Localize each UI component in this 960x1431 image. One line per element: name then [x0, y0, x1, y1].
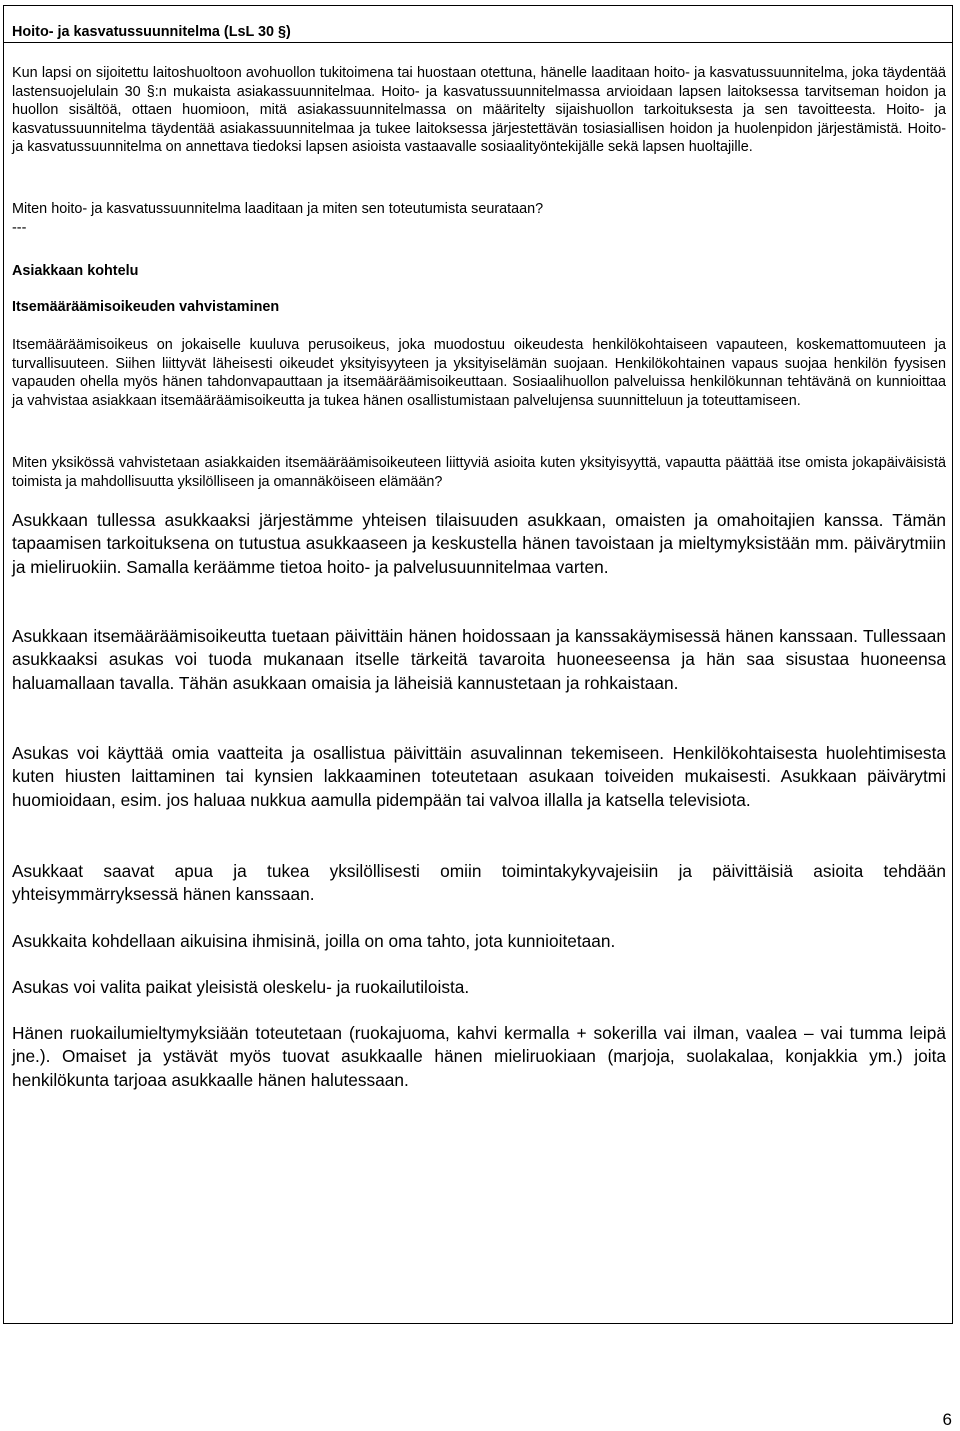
- subsection-heading: Itsemääräämisoikeuden vahvistaminen: [12, 299, 280, 315]
- answer-paragraph-2: Asukkaan itsemääräämisoikeutta tuetaan päivittäin hänen hoidossaan ja kanssakäymisessä hänen kanssaan. Tullessaan asukkaaksi asukas voi tuoda mukanaan itselle tärkeitä tavaroita huoneeseensa ja hän saa sisustaa huoneensa haluamallaan tavalla. Tähän asukkaan omaisia ja läheisiä kannustetaan ja rohkaistaan.: [12, 626, 946, 693]
- answer-paragraph-4: Asukkaat saavat apua ja tukea yksilöllisesti omiin toimintakykyvajeisiin ja päivittäisiä asioita tehdään yhteisymmärryksessä hänen kanssaan.: [12, 861, 946, 905]
- answer-paragraph-7: Hänen ruokailumieltymyksiään toteutetaan (ruokajuoma, kahvi kermalla + sokerilla vai ilman, vaalea – vai tumma leipä jne.). Omaiset ja ystävät myös tuovat asukkaalle hänen mieliruokiaan (marjoja, suolakalaa, konjakkia ym.) joita henkilökunta tarjoaa asukkaalle hänen halutessaan.: [12, 1023, 946, 1090]
- intro-paragraph: Kun lapsi on sijoitettu laitoshuoltoon avohuollon tukitoimena tai huostaan otettuna, hänelle laaditaan hoito- ja kasvatussuunnitelma, joka täydentää lastensuojelulain 30 §:n mukaista asiakassuunnitelmaa. Hoito- ja kasvatussuunnitelmassa arvioidaan lapsen laitoksessa tarvitseman hoidon ja huollon sisältöä, ottaen huomioon, mitä asiakassuunnitelmassa on määritelty sijaishuollon tarkoituksesta ja sen tavoitteesta. Hoito- ja kasvatussuunnitelma täydentää asiakassuunnitelmaa ja tukee laitoksessa järjestettävän tosiasiallisen hoidon ja huolenpidon järjestämistä. Hoito- ja kasvatussuunnitelma on annettava tiedoksi lapsen asioista vastaavalle sosiaalityöntekijälle sekä lapsen huoltajille.: [12, 65, 946, 156]
- rights-paragraph: Itsemääräämisoikeus on jokaiselle kuuluva perusoikeus, joka muodostuu oikeudesta henkilökohtaiseen vapauteen, koskemattomuuteen ja turvallisuuteen. Siihen liittyvät läheisesti oikeudet yksityisyyteen ja yksityiselämän suojaan. Henkilökohtainen vapaus suojaa henkilön fyysisen vapauden ohella myös hänen tahdonvapauttaan ja itsemääräämisoikeuttaan. Sosiaalihuollon palveluissa henkilökunnan tehtävänä on kunnioittaa ja vahvistaa asiakkaan itsemääräämisoikeutta ja tukea hänen osallistumistaan palvelujensa suunnitteluun ja toteuttamiseen.: [12, 337, 946, 409]
- question-care-plan: Miten hoito- ja kasvatussuunnitelma laaditaan ja miten sen toteutumista seurataan?: [12, 201, 544, 217]
- page-title: Hoito- ja kasvatussuunnitelma (LsL 30 §): [12, 24, 291, 40]
- page-number: 6: [942, 1410, 952, 1429]
- title-divider: [4, 42, 952, 43]
- section-heading: Asiakkaan kohtelu: [12, 263, 139, 279]
- answer-paragraph-1: Asukkaan tullessa asukkaaksi järjestämme yhteisen tilaisuuden asukkaan, omaisten ja omahoitajien kanssa. Tämän tapaamisen tarkoituksena on tutustua asukkaaseen ja keskustella hänen tavoistaan ja mieltymyksistään mm. päivärytmiin ja mieliruokiin. Samalla keräämme tietoa hoito- ja palvelusuunnitelmaa varten.: [12, 510, 946, 577]
- answer-paragraph-6: Asukas voi valita paikat yleisistä oleskelu- ja ruokailutiloista.: [12, 977, 470, 997]
- answer-paragraph-3: Asukas voi käyttää omia vaatteita ja osallistua päivittäin asuvalinnan tekemiseen. Henkilökohtaisesta huolehtimisesta kuten hiusten laittaminen tai kynsien lakkaaminen toteutetaan asukaan toiveiden mukaisesti. Asukkaan päivärytmi huomioidaan, esim. jos haluaa nukkua aamulla pidempään tai valvoa illalla ja katsella televisiota.: [12, 743, 946, 810]
- answer-placeholder: ---: [12, 220, 27, 236]
- answer-paragraph-5: Asukkaita kohdellaan aikuisina ihmisinä, joilla on oma tahto, jota kunnioitetaan.: [12, 931, 616, 951]
- question-self-determination: Miten yksikössä vahvistetaan asiakkaiden itsemääräämisoikeuteen liittyviä asioita kuten yksityisyyttä, vapautta päättää itse omista jokapäiväisistä toimista ja mahdollisuutta yksilölliseen ja omannäköiseen elämään?: [12, 455, 946, 490]
